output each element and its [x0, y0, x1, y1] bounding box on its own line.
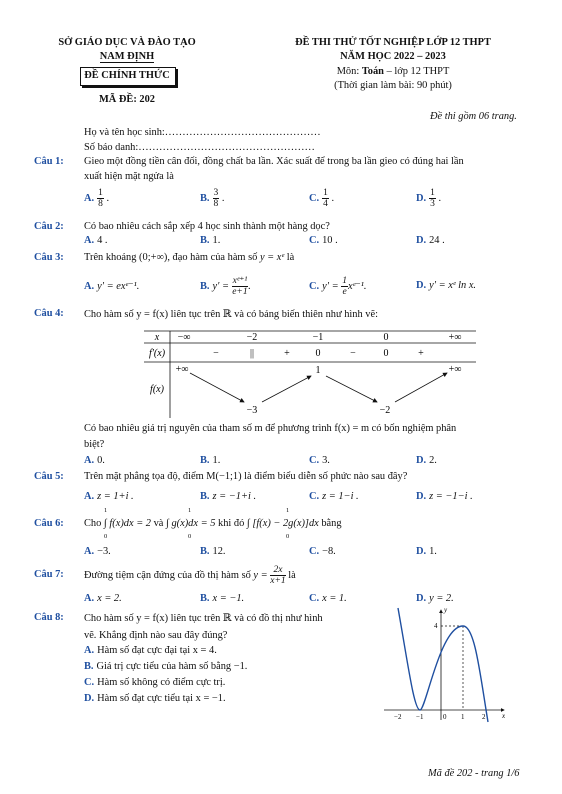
exam-title: ĐỀ THI THỬ TỐT NGHIỆP LỚP 12 THPT [295, 37, 491, 48]
arrow-down [326, 376, 377, 402]
q8-text: Cho hàm số y = f(x) liên tục trên ℝ và có đồ thị như hình [84, 613, 323, 624]
fprime-sign: − [350, 348, 356, 359]
table-f-label: f(x) [150, 384, 164, 395]
q4-option-a[interactable]: A. 0. [84, 455, 105, 466]
x-value: +∞ [448, 332, 462, 343]
q6-limit-upper-1: 1 [104, 507, 108, 514]
table-x-label: x [154, 332, 160, 343]
q4-option-b[interactable]: B. 1. [200, 455, 221, 466]
q6-limit-lower-3: 0 [286, 533, 290, 540]
q8-option-b[interactable]: B. Giá trị cực tiểu của hàm số bằng −1. [84, 661, 248, 672]
q6-limit-upper-2: 1 [188, 507, 192, 514]
q7-option-c[interactable]: C. x = 1. [309, 593, 347, 604]
q5-text: Trên mặt phẳng tọa độ, điểm M(−1;1) là điểm biểu diễn số phức nào sau đây? [84, 471, 408, 482]
q4-option-d[interactable]: D. 2. [416, 455, 437, 466]
q6-limit-upper-3: 1 [286, 507, 290, 514]
q8-option-c[interactable]: C. Hàm số không có điểm cực trị. [84, 677, 226, 688]
x-value: −1 [312, 332, 324, 343]
f-value: −3 [246, 405, 258, 416]
x-tick: 0 [443, 713, 447, 721]
q1-option-b[interactable]: B. $\frac{3}{8}$ . [200, 188, 225, 209]
x-value: 0 [383, 332, 389, 343]
student-name-field: Họ và tên học sinh:……………………………………… [84, 127, 321, 138]
q3-option-b[interactable]: B. y′ = $\frac{\text{xᵉ⁺¹}}{e+1}$ . [200, 276, 251, 297]
q5-option-c[interactable]: C. z = 1−i . [309, 491, 359, 502]
q4-option-c[interactable]: C. 3. [309, 455, 330, 466]
q1-option-c[interactable]: C. $\frac{1}{4}$ . [309, 188, 335, 209]
q7-option-d[interactable]: D. y = 2. [416, 593, 454, 604]
official-label: ĐỀ CHÍNH THỨC [84, 70, 170, 81]
q2-label: Câu 2: [34, 221, 64, 232]
province-name: NAM ĐỊNH [99, 51, 155, 62]
q2-option-b[interactable]: B. 1. [200, 235, 221, 246]
pages-note: Đề thi gồm 06 trang. [430, 111, 517, 122]
q6-limit-lower-1: 0 [104, 533, 108, 540]
q3-option-c[interactable]: C. y′ = $\frac{1}{e}$ xᵉ⁻¹. [309, 276, 367, 297]
x-value: −2 [246, 332, 258, 343]
q5-label: Câu 5: [34, 471, 64, 482]
q4-text: Cho hàm số y = f(x) liên tục trên ℝ và có bảng biến thiên như hình vẽ: [84, 309, 378, 320]
page-footer: Mã đề 202 - trang 1/6 [428, 768, 520, 779]
x-axis-label: x [502, 712, 506, 720]
q6-option-d[interactable]: D. 1. [416, 546, 437, 557]
q8-label: Câu 8: [34, 612, 64, 623]
x-tick: −1 [416, 713, 424, 721]
department-name: SỞ GIÁO DỤC VÀ ĐÀO TẠO [58, 37, 196, 48]
q3-text: Trên khoảng (0;+∞), đạo hàm của hàm số y = xᵉ là [84, 252, 295, 263]
q4-label: Câu 4: [34, 308, 64, 319]
f-value: +∞ [175, 364, 189, 375]
q3-label: Câu 3: [34, 252, 64, 263]
q6-option-a[interactable]: A. −3. [84, 546, 111, 557]
q2-text: Có bao nhiêu cách sắp xếp 4 học sinh thành một hàng dọc? [84, 221, 330, 232]
student-id-field: Số báo danh:…………………………………………… [84, 142, 315, 153]
q5-option-b[interactable]: B. z = −1+i . [200, 491, 257, 502]
fprime-sign: || [249, 348, 255, 359]
q3-option-d[interactable]: D. y′ = xᵉ ln x. [416, 280, 477, 291]
x-tick: 1 [461, 713, 465, 721]
fprime-sign: 0 [315, 348, 321, 359]
q8-option-d[interactable]: D. Hàm số đạt cực tiểu tại x = −1. [84, 693, 226, 704]
school-year: NĂM HỌC 2022 – 2023 [340, 51, 446, 62]
q1-text-cont: xuất hiện mặt ngửa là [84, 171, 174, 182]
q8-option-a[interactable]: A. Hàm số đạt cực đại tại x = 4. [84, 645, 217, 656]
q6-limit-lower-2: 0 [188, 533, 192, 540]
q6-label: Câu 6: [34, 518, 64, 529]
f-value: +∞ [448, 364, 462, 375]
function-curve [398, 608, 488, 722]
q7-text: Đường tiệm cận đứng của đồ thị hàm số y = $\frac{2x}{x+1}$ là [84, 565, 296, 586]
q4-text-cont: Có bao nhiêu giá trị nguyên của tham số m để phương trình f(x) = m có bốn nghiệm phân [84, 423, 457, 434]
q4-text-end: biệt? [84, 439, 105, 450]
fprime-sign: + [418, 348, 424, 359]
fprime-sign: − [213, 348, 219, 359]
q7-label: Câu 7: [34, 569, 64, 580]
f-value: 1 [315, 365, 321, 376]
x-tick: 2 [482, 713, 486, 721]
q1-option-a[interactable]: A. $\frac{1}{8}$ . [84, 188, 110, 209]
fprime-sign: + [284, 348, 290, 359]
q5-option-d[interactable]: D. z = −1−i . [416, 491, 473, 502]
q2-option-c[interactable]: C. 10 . [309, 235, 338, 246]
x-tick: −2 [394, 713, 402, 721]
q1-option-d[interactable]: D. $\frac{1}{3}$ . [416, 188, 442, 209]
q1-label: Câu 1: [34, 156, 64, 167]
q2-option-a[interactable]: A. 4 . [84, 235, 108, 246]
q6-option-b[interactable]: B. 12. [200, 546, 226, 557]
q1-text: Gieo một đồng tiền cân đối, đồng chất ba lần. Xác suất để trong ba lần gieo có đúng hai lần [84, 156, 464, 167]
arrow-down [190, 373, 244, 402]
q5-option-a[interactable]: A. z = 1+i . [84, 491, 134, 502]
y-axis-label: y [444, 606, 448, 614]
y-tick: 4 [434, 622, 438, 630]
exam-code: MÃ ĐỀ: 202 [99, 94, 155, 105]
subject-line: Môn: Toán – lớp 12 THPT [336, 66, 450, 77]
q6-text: Cho ∫ f(x)dx = 2 và ∫ g(x)dx = 5 khi đó ∫ [f(x) − 2g(x)]dx bằng [84, 518, 342, 529]
table-fprime-label: f′(x) [148, 348, 166, 359]
arrow-up [262, 376, 311, 402]
q3-option-a[interactable]: A. y′ = exᵉ⁻¹. [84, 281, 140, 292]
q2-option-d[interactable]: D. 24 . [416, 235, 445, 246]
x-value: −∞ [177, 332, 191, 343]
arrow-up [395, 373, 447, 402]
time-line: (Thời gian làm bài: 90 phút) [334, 80, 452, 91]
q7-option-b[interactable]: B. x = −1. [200, 593, 245, 604]
q7-option-a[interactable]: A. x = 2. [84, 593, 122, 604]
function-graph [380, 604, 510, 724]
q8-text-cont: vẽ. Khẳng định nào sau đây đúng? [84, 630, 228, 641]
q6-option-c[interactable]: C. −8. [309, 546, 336, 557]
f-value: −2 [379, 405, 391, 416]
fprime-sign: 0 [383, 348, 389, 359]
